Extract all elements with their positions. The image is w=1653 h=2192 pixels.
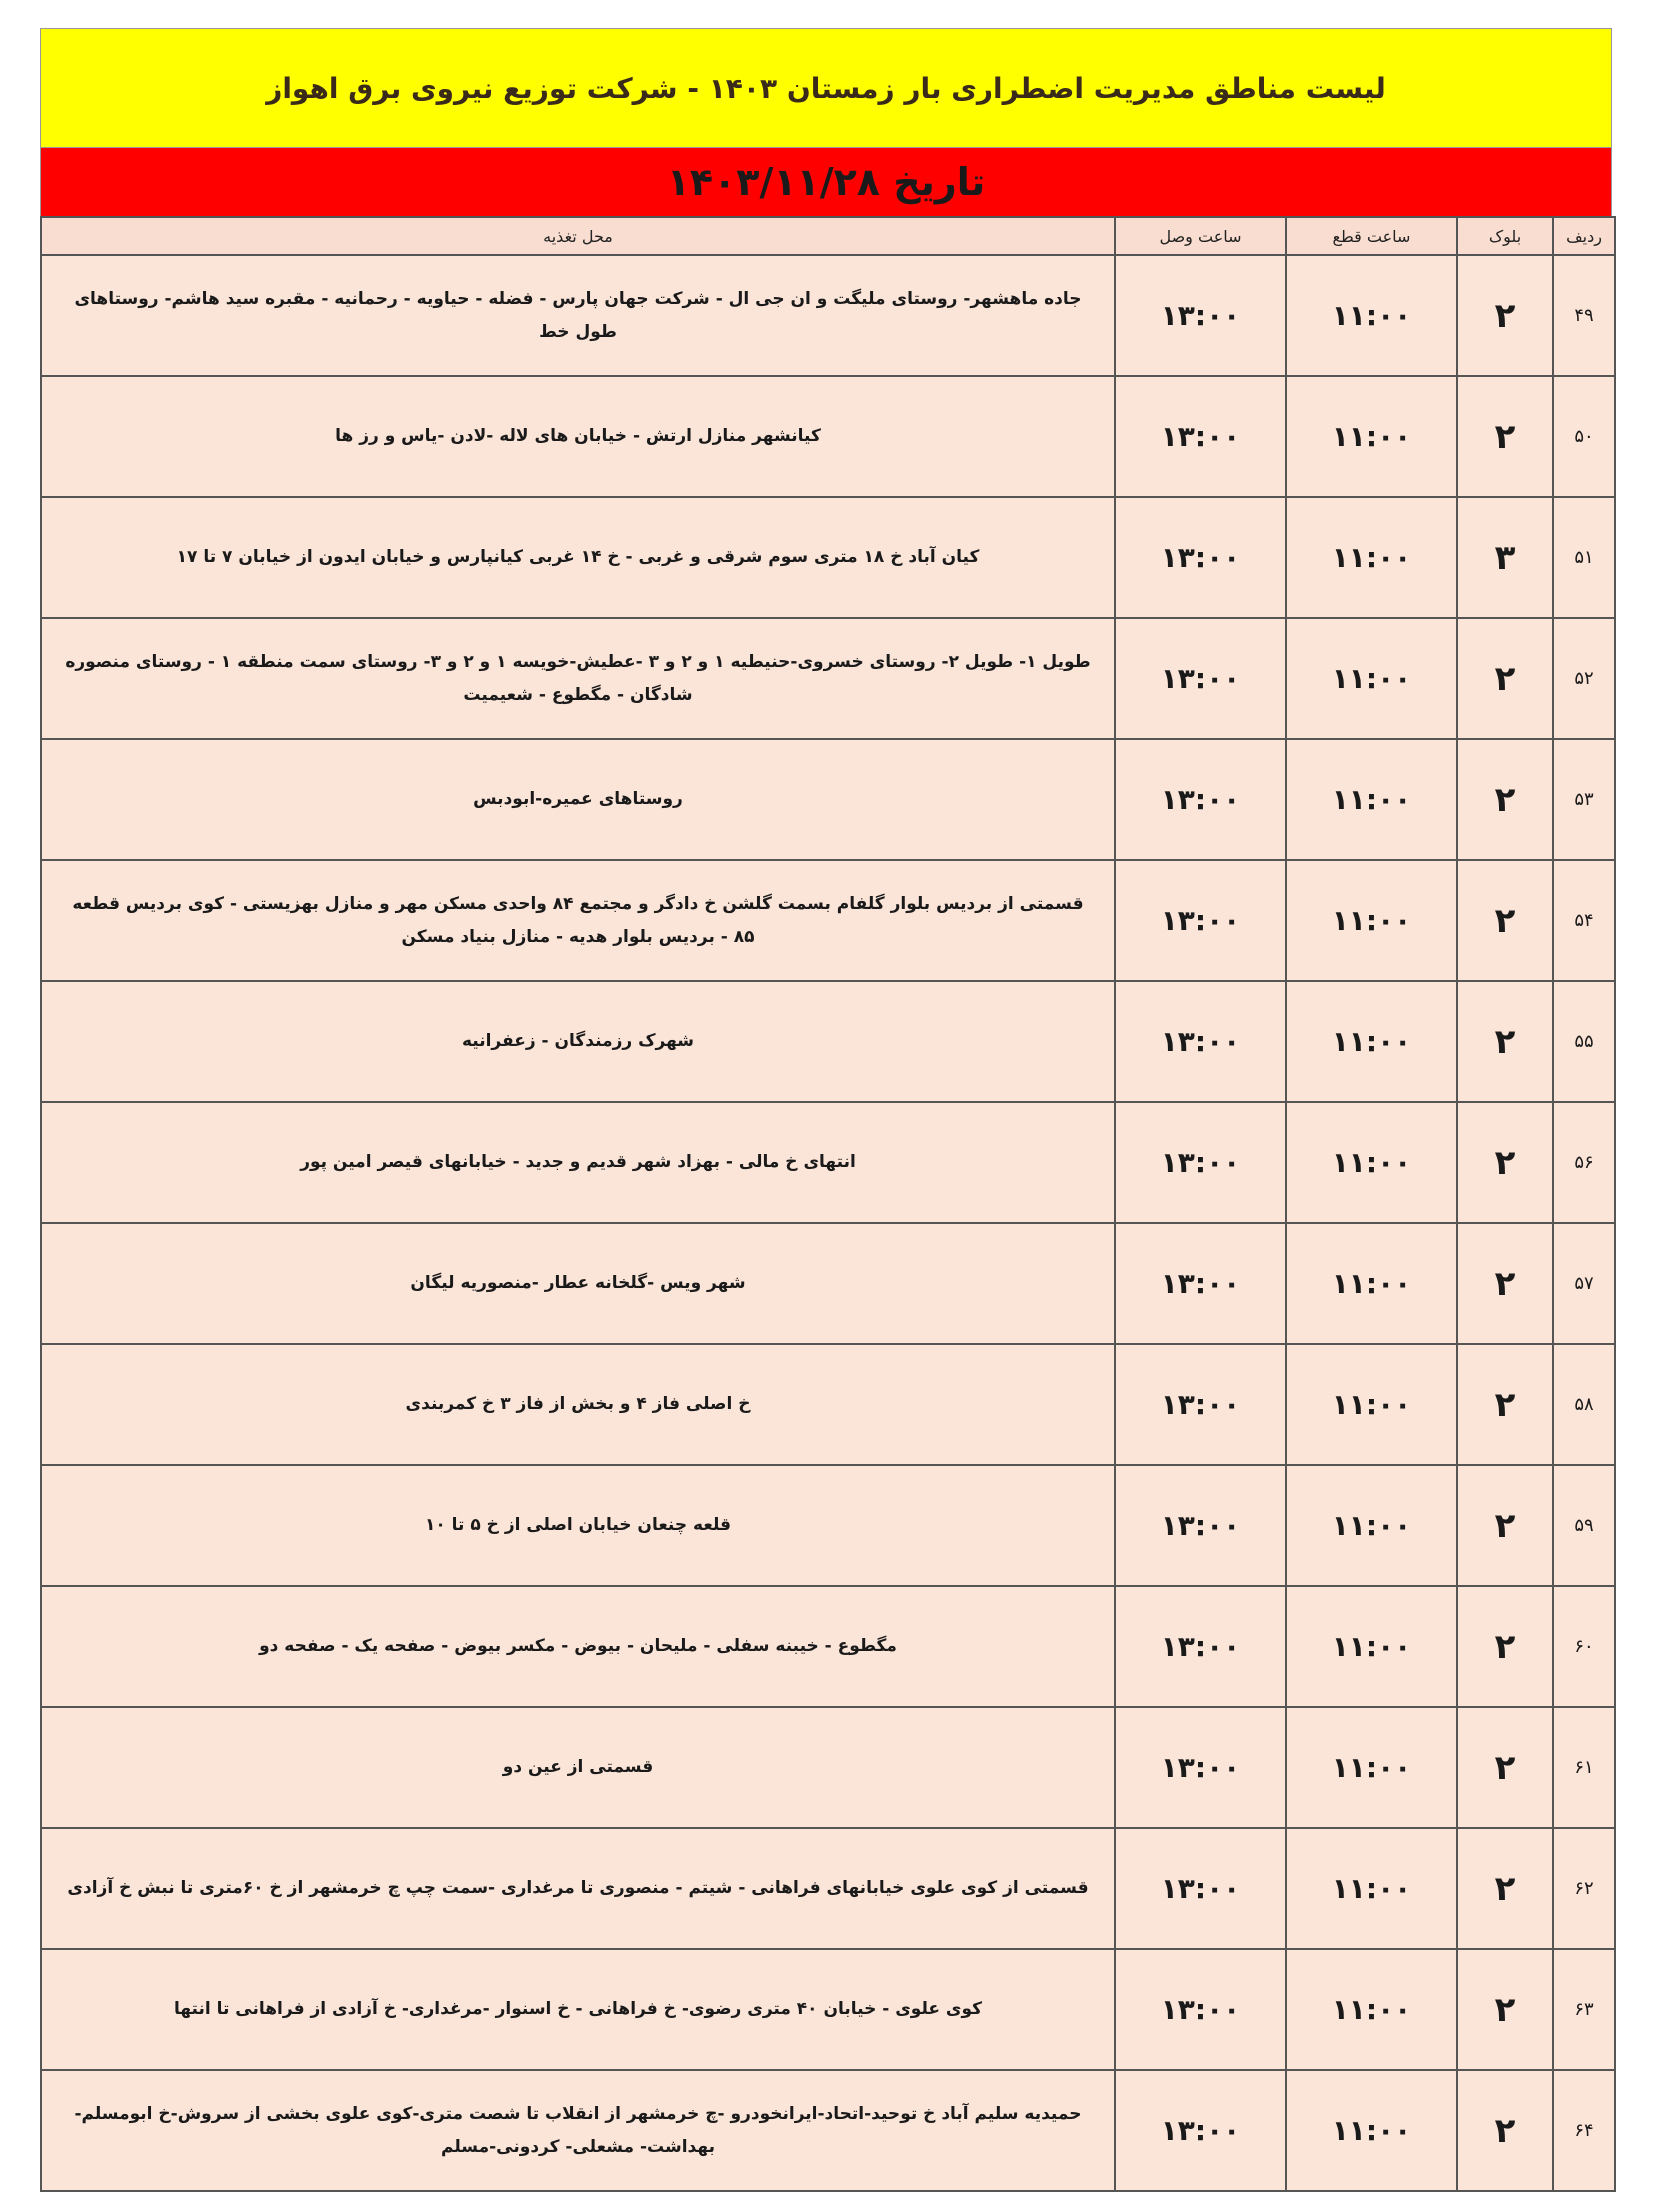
connect-time-cell: ۱۳:۰۰ <box>1115 1223 1286 1344</box>
row-number-cell: ۵۰ <box>1553 376 1615 497</box>
feed-area-cell: کوی علوی - خیابان ۴۰ متری رضوی- خ فراهانی - خ اسنوار -مرغداری- خ آزادی از فراهانی تا انتها <box>41 1949 1115 2070</box>
block-cell: ۲ <box>1457 1223 1553 1344</box>
table-header-row <box>41 217 1615 255</box>
block-cell: ۲ <box>1457 739 1553 860</box>
block-cell: ۲ <box>1457 860 1553 981</box>
table-row <box>41 1344 1615 1465</box>
connect-time-cell: ۱۳:۰۰ <box>1115 1102 1286 1223</box>
block-cell: ۲ <box>1457 1707 1553 1828</box>
col-header-cut-time: ساعت قطع <box>1286 217 1457 255</box>
table-row <box>41 618 1615 739</box>
connect-time-cell: ۱۳:۰۰ <box>1115 618 1286 739</box>
table-row <box>41 1586 1615 1707</box>
table-row <box>41 497 1615 618</box>
row-number-cell: ۶۳ <box>1553 1949 1615 2070</box>
feed-area-cell: کیان آباد خ ۱۸ متری سوم شرقی و غربی - خ ۱۴ غربی کیانپارس و خیابان ایدون از خیابان ۷ تا ۱۷ <box>41 497 1115 618</box>
row-number-cell: ۴۹ <box>1553 255 1615 376</box>
connect-time-cell: ۱۳:۰۰ <box>1115 860 1286 981</box>
feed-area-cell: مگطوع - خیبنه سفلی - ملیحان - بیوض - مکسر بیوض - صفحه یک - صفحه دو <box>41 1586 1115 1707</box>
connect-time-cell: ۱۳:۰۰ <box>1115 1828 1286 1949</box>
block-cell: ۲ <box>1457 1344 1553 1465</box>
schedule-date: تاریخ ۱۴۰۳/۱۱/۲۸ <box>40 148 1612 216</box>
feed-area-cell: روستاهای عمیره-ابودبس <box>41 739 1115 860</box>
schedule-table <box>40 216 1616 2192</box>
feed-area-cell: طویل ۱- طویل ۲- روستای خسروی-حنیطیه ۱ و ۲ و ۳ -عطیش-خویسه ۱ و ۲ و ۳- روستای سمت منطقه ۱ - روستای منصوره شادگان - مگطوع - شعیمیت <box>41 618 1115 739</box>
block-cell: ۲ <box>1457 1828 1553 1949</box>
connect-time-cell: ۱۳:۰۰ <box>1115 1586 1286 1707</box>
cut-time-cell: ۱۱:۰۰ <box>1286 1223 1457 1344</box>
connect-time-cell: ۱۳:۰۰ <box>1115 497 1286 618</box>
col-header-connect-time: ساعت وصل <box>1115 217 1286 255</box>
row-number-cell: ۵۴ <box>1553 860 1615 981</box>
table-row <box>41 1465 1615 1586</box>
row-number-cell: ۵۹ <box>1553 1465 1615 1586</box>
row-number-cell: ۵۲ <box>1553 618 1615 739</box>
feed-area-cell: قسمتی از بردیس بلوار گلفام بسمت گلشن خ دادگر و مجتمع ۸۴ واحدی مسکن مهر و منازل بهزیستی - کوی بردیس قطعه ۸۵ - بردیس بلوار هدیه - منازل بنیاد مسکن <box>41 860 1115 981</box>
cut-time-cell: ۱۱:۰۰ <box>1286 739 1457 860</box>
row-number-cell: ۵۳ <box>1553 739 1615 860</box>
feed-area-cell: قسمتی از کوی علوی خیابانهای فراهانی - شیتم - منصوری تا مرغداری -سمت چپ چ خرمشهر از خ ۶۰متری تا نبش خ آزادی <box>41 1828 1115 1949</box>
table-row <box>41 1949 1615 2070</box>
row-number-cell: ۵۷ <box>1553 1223 1615 1344</box>
row-number-cell: ۵۶ <box>1553 1102 1615 1223</box>
block-cell: ۲ <box>1457 1586 1553 1707</box>
row-number-cell: ۶۱ <box>1553 1707 1615 1828</box>
document-title: لیست مناطق مدیریت اضطراری بار زمستان ۱۴۰۳ - شرکت توزیع نیروی برق اهواز <box>40 28 1612 148</box>
cut-time-cell: ۱۱:۰۰ <box>1286 497 1457 618</box>
feed-area-cell: قلعه چنعان خیابان اصلی از خ ۵ تا ۱۰ <box>41 1465 1115 1586</box>
feed-area-cell: حمیدیه سلیم آباد خ توحید-اتحاد-ایرانخودرو -چ خرمشهر از انقلاب تا شصت متری-کوی علوی بخشی از سروش-خ ابومسلم- بهداشت- مشعلی- کردونی-مسلم <box>41 2070 1115 2191</box>
feed-area-cell: انتهای خ مالی - بهزاد شهر قدیم و جدید - خیابانهای قیصر امین پور <box>41 1102 1115 1223</box>
cut-time-cell: ۱۱:۰۰ <box>1286 1949 1457 2070</box>
cut-time-cell: ۱۱:۰۰ <box>1286 1828 1457 1949</box>
block-cell: ۲ <box>1457 981 1553 1102</box>
cut-time-cell: ۱۱:۰۰ <box>1286 981 1457 1102</box>
table-row <box>41 376 1615 497</box>
feed-area-cell: جاده ماهشهر- روستای ملیگت و ان جی ال - شرکت جهان پارس - فضله - حیاویه - رحمانیه - مقبره سید هاشم- روستاهای طول خط <box>41 255 1115 376</box>
feed-area-cell: خ اصلی فاز ۴ و بخش از فاز ۳ خ کمربندی <box>41 1344 1115 1465</box>
block-cell: ۲ <box>1457 2070 1553 2191</box>
row-number-cell: ۶۴ <box>1553 2070 1615 2191</box>
block-cell: ۲ <box>1457 1102 1553 1223</box>
table-row <box>41 981 1615 1102</box>
feed-area-cell: شهرک رزمندگان - زعفرانیه <box>41 981 1115 1102</box>
cut-time-cell: ۱۱:۰۰ <box>1286 618 1457 739</box>
block-cell: ۲ <box>1457 255 1553 376</box>
connect-time-cell: ۱۳:۰۰ <box>1115 1344 1286 1465</box>
block-cell: ۲ <box>1457 1949 1553 2070</box>
row-number-cell: ۵۵ <box>1553 981 1615 1102</box>
table-row <box>41 255 1615 376</box>
table-row <box>41 1828 1615 1949</box>
connect-time-cell: ۱۳:۰۰ <box>1115 1949 1286 2070</box>
power-outage-schedule <box>40 28 1612 2192</box>
table-row <box>41 2070 1615 2191</box>
table-row <box>41 1102 1615 1223</box>
table-row <box>41 1707 1615 1828</box>
connect-time-cell: ۱۳:۰۰ <box>1115 1465 1286 1586</box>
cut-time-cell: ۱۱:۰۰ <box>1286 2070 1457 2191</box>
connect-time-cell: ۱۳:۰۰ <box>1115 2070 1286 2191</box>
feed-area-cell: کیانشهر منازل ارتش - خیابان های لاله -لادن -یاس و رز ها <box>41 376 1115 497</box>
connect-time-cell: ۱۳:۰۰ <box>1115 981 1286 1102</box>
table-row <box>41 739 1615 860</box>
row-number-cell: ۶۲ <box>1553 1828 1615 1949</box>
row-number-cell: ۵۸ <box>1553 1344 1615 1465</box>
table-body <box>41 255 1615 2191</box>
col-header-feed-area: محل تغذیه <box>41 217 1115 255</box>
row-number-cell: ۵۱ <box>1553 497 1615 618</box>
cut-time-cell: ۱۱:۰۰ <box>1286 1707 1457 1828</box>
block-cell: ۲ <box>1457 618 1553 739</box>
cut-time-cell: ۱۱:۰۰ <box>1286 1102 1457 1223</box>
cut-time-cell: ۱۱:۰۰ <box>1286 255 1457 376</box>
connect-time-cell: ۱۳:۰۰ <box>1115 255 1286 376</box>
row-number-cell: ۶۰ <box>1553 1586 1615 1707</box>
cut-time-cell: ۱۱:۰۰ <box>1286 1586 1457 1707</box>
block-cell: ۲ <box>1457 376 1553 497</box>
cut-time-cell: ۱۱:۰۰ <box>1286 1465 1457 1586</box>
cut-time-cell: ۱۱:۰۰ <box>1286 1344 1457 1465</box>
connect-time-cell: ۱۳:۰۰ <box>1115 739 1286 860</box>
col-header-block: بلوک <box>1457 217 1553 255</box>
block-cell: ۳ <box>1457 497 1553 618</box>
table-row <box>41 1223 1615 1344</box>
cut-time-cell: ۱۱:۰۰ <box>1286 376 1457 497</box>
connect-time-cell: ۱۳:۰۰ <box>1115 376 1286 497</box>
feed-area-cell: قسمتی از عین دو <box>41 1707 1115 1828</box>
feed-area-cell: شهر ویس -گلخانه عطار -منصوریه لیگان <box>41 1223 1115 1344</box>
connect-time-cell: ۱۳:۰۰ <box>1115 1707 1286 1828</box>
col-header-row-number: ردیف <box>1553 217 1615 255</box>
block-cell: ۲ <box>1457 1465 1553 1586</box>
table-row <box>41 860 1615 981</box>
cut-time-cell: ۱۱:۰۰ <box>1286 860 1457 981</box>
